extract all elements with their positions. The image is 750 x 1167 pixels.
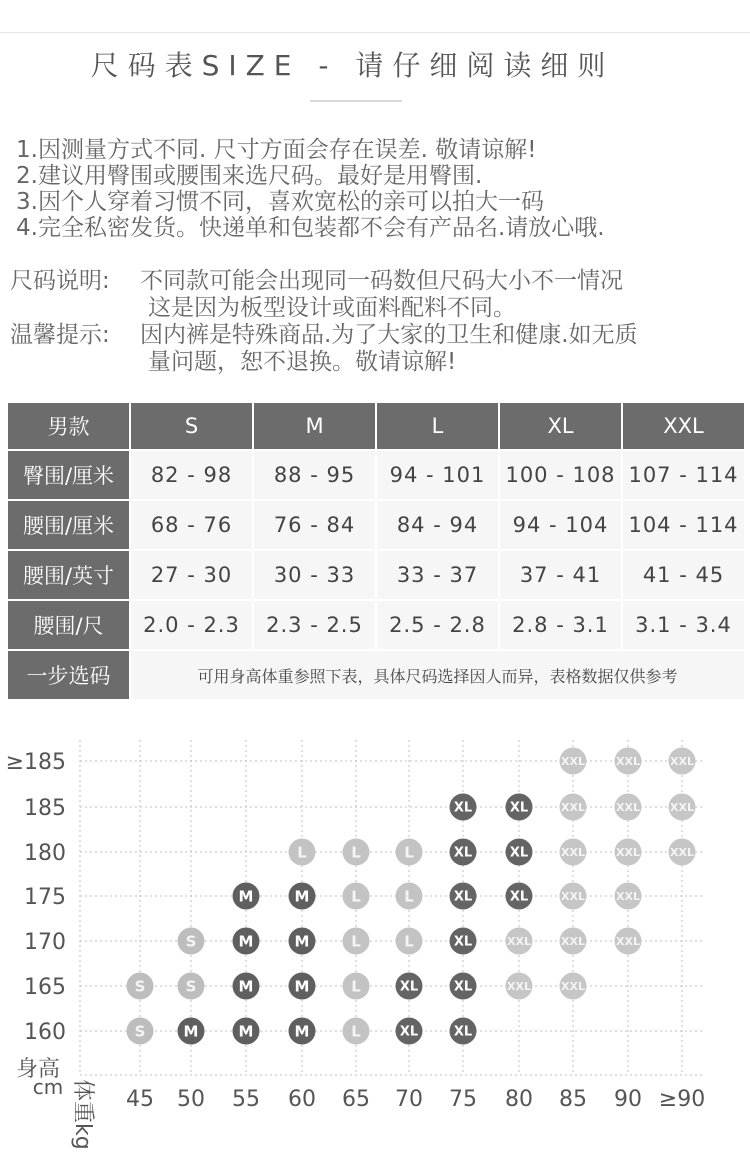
x-tick-label: 90: [614, 1087, 642, 1112]
y-tick-label: ≥185: [5, 750, 66, 775]
table-row: [8, 451, 744, 499]
table-corner: 男款: [8, 403, 129, 449]
row-label: 臀围/厘米: [8, 451, 129, 499]
size-dot-label: XL: [453, 889, 473, 905]
size-dot-label: L: [404, 887, 414, 906]
row-label: 腰围/尺: [8, 601, 129, 649]
size-dot-label: L: [297, 843, 307, 862]
table-cell: 76 - 84: [254, 501, 375, 549]
size-dot-label: M: [294, 977, 310, 996]
x-axis-title: 体重kg: [70, 1079, 95, 1150]
step-label: 一步选码: [8, 651, 129, 699]
note-item: 2.建议用臀围或腰围来选尺码。最好是用臀围.: [16, 163, 483, 189]
size-note-line2: 这是因为板型设计或面料配料不同。: [148, 295, 516, 321]
size-dot-label: M: [294, 932, 310, 951]
size-dot-label: XL: [453, 845, 473, 861]
size-dot-label: XXL: [616, 889, 640, 903]
table-cell: 41 - 45: [623, 551, 744, 599]
size-dot-label: XL: [399, 979, 419, 995]
height-weight-chart: [0, 728, 750, 1167]
x-tick-label: 85: [559, 1087, 587, 1112]
size-dot-label: XXL: [670, 800, 694, 814]
table-cell: 82 - 98: [131, 451, 252, 499]
size-header: XL: [500, 403, 621, 449]
table-cell: 84 - 94: [377, 501, 498, 549]
size-dot-label: L: [351, 1022, 361, 1041]
table-cell: 88 - 95: [254, 451, 375, 499]
table-cell: 2.3 - 2.5: [254, 601, 375, 649]
table-cell: 27 - 30: [131, 551, 252, 599]
size-dot-label: XL: [453, 934, 473, 950]
table-cell: 2.0 - 2.3: [131, 601, 252, 649]
size-dot-label: XXL: [561, 754, 585, 768]
y-tick-label: 160: [24, 1020, 66, 1045]
size-dot-label: XXL: [561, 889, 585, 903]
size-dot-label: L: [404, 843, 414, 862]
y-axis-unit: cm: [32, 1075, 64, 1099]
y-tick-label: 185: [24, 796, 66, 821]
table-cell: 3.1 - 3.4: [623, 601, 744, 649]
size-dot-label: L: [351, 932, 361, 951]
size-dot-label: XL: [399, 1024, 419, 1040]
y-tick-label: 170: [24, 930, 66, 955]
tip: [10, 322, 638, 349]
note-item: 3.因个人穿着习惯不同，喜欢宽松的亲可以拍大一码: [16, 189, 544, 215]
size-dot-label: M: [238, 887, 254, 906]
x-tick-label: 80: [505, 1087, 533, 1112]
size-dot-label: XXL: [561, 934, 585, 948]
tip-line2: 量问题，恕不退换。敬请谅解!: [148, 349, 457, 375]
notes-list: [16, 137, 605, 241]
note-item: 4.完全私密发货。快递单和包装都不会有产品名.请放心哦.: [16, 215, 605, 241]
note-item: 1.因测量方式不同. 尺寸方面会存在误差. 敬请谅解!: [16, 137, 537, 163]
size-note: [10, 268, 638, 295]
top-divider: [0, 32, 750, 33]
size-dot-label: M: [238, 932, 254, 951]
size-table: [6, 401, 746, 701]
size-dot-label: XL: [453, 979, 473, 995]
size-dot-label: XXL: [507, 979, 531, 993]
y-axis-title: 身高: [15, 1057, 61, 1082]
size-dot-label: XXL: [507, 934, 531, 948]
row-label: 腰围/英寸: [8, 551, 129, 599]
size-note-label: 尺码说明:: [10, 268, 110, 294]
size-header: L: [377, 403, 498, 449]
size-dot-label: XXL: [616, 800, 640, 814]
size-dot-label: S: [185, 932, 197, 951]
explanations: [10, 268, 638, 376]
size-dot-label: L: [351, 843, 361, 862]
table-cell: 100 - 108: [500, 451, 621, 499]
x-tick-label: 45: [126, 1087, 154, 1112]
table-cell: 2.8 - 3.1: [500, 601, 621, 649]
size-header: M: [254, 403, 375, 449]
table-cell: 33 - 37: [377, 551, 498, 599]
size-dot-label: XL: [509, 889, 529, 905]
size-dot-label: XXL: [561, 979, 585, 993]
table-cell: 107 - 114: [623, 451, 744, 499]
tip-line1: 因内裤是特殊商品.为了大家的卫生和健康.如无质: [140, 322, 638, 348]
x-tick-label: ≥90: [658, 1087, 706, 1112]
size-dot-label: M: [294, 1022, 310, 1041]
y-tick-label: 165: [24, 975, 66, 1000]
size-header: S: [131, 403, 252, 449]
table-cell: 30 - 33: [254, 551, 375, 599]
size-dot-label: XXL: [561, 845, 585, 859]
size-dot-label: XXL: [670, 845, 694, 859]
size-dot-label: L: [404, 932, 414, 951]
table-cell: 104 - 114: [623, 501, 744, 549]
page-title: 尺码表SIZE - 请仔细阅读细则: [90, 49, 615, 82]
size-dot-label: L: [351, 887, 361, 906]
table-cell: 68 - 76: [131, 501, 252, 549]
y-tick-label: 175: [24, 885, 66, 910]
table-row: [8, 601, 744, 649]
size-dot-label: S: [185, 977, 197, 996]
x-tick-label: 55: [232, 1087, 260, 1112]
size-dot-label: XXL: [616, 754, 640, 768]
size-dot-label: M: [183, 1022, 199, 1041]
size-dot-label: XL: [509, 845, 529, 861]
table-row: [8, 501, 744, 549]
size-dot-label: L: [351, 977, 361, 996]
table-cell: 94 - 101: [377, 451, 498, 499]
row-label: 腰围/厘米: [8, 501, 129, 549]
x-tick-label: 65: [342, 1087, 370, 1112]
size-dot-label: S: [134, 977, 146, 996]
size-dot-label: M: [238, 1022, 254, 1041]
x-tick-label: 75: [449, 1087, 477, 1112]
table-cell: 2.5 - 2.8: [377, 601, 498, 649]
size-dot-label: XL: [509, 800, 529, 816]
table-row: [8, 551, 744, 599]
size-dot-label: M: [294, 887, 310, 906]
step-row: [8, 651, 744, 699]
x-tick-label: 50: [177, 1087, 205, 1112]
size-dot-label: M: [238, 977, 254, 996]
size-dot-label: XXL: [670, 754, 694, 768]
tip-label: 温馨提示:: [10, 322, 110, 348]
size-dot-label: XL: [453, 800, 473, 816]
size-dot-label: XXL: [561, 800, 585, 814]
step-text: 可用身高体重参照下表，具体尺码选择因人而异，表格数据仅供参考: [131, 651, 744, 699]
x-tick-label: 70: [395, 1087, 423, 1112]
size-note-line1: 不同款可能会出现同一码数但尺码大小不一情况: [140, 268, 623, 294]
size-header-row: [8, 403, 744, 449]
y-tick-label: 180: [24, 841, 66, 866]
title-underline: [310, 100, 402, 102]
size-header: XXL: [623, 403, 744, 449]
size-dot-label: XXL: [616, 845, 640, 859]
table-cell: 94 - 104: [500, 501, 621, 549]
table-cell: 37 - 41: [500, 551, 621, 599]
x-tick-label: 60: [288, 1087, 316, 1112]
size-dot-label: S: [134, 1022, 146, 1041]
size-dot-label: XXL: [616, 934, 640, 948]
size-dot-label: XL: [453, 1024, 473, 1040]
